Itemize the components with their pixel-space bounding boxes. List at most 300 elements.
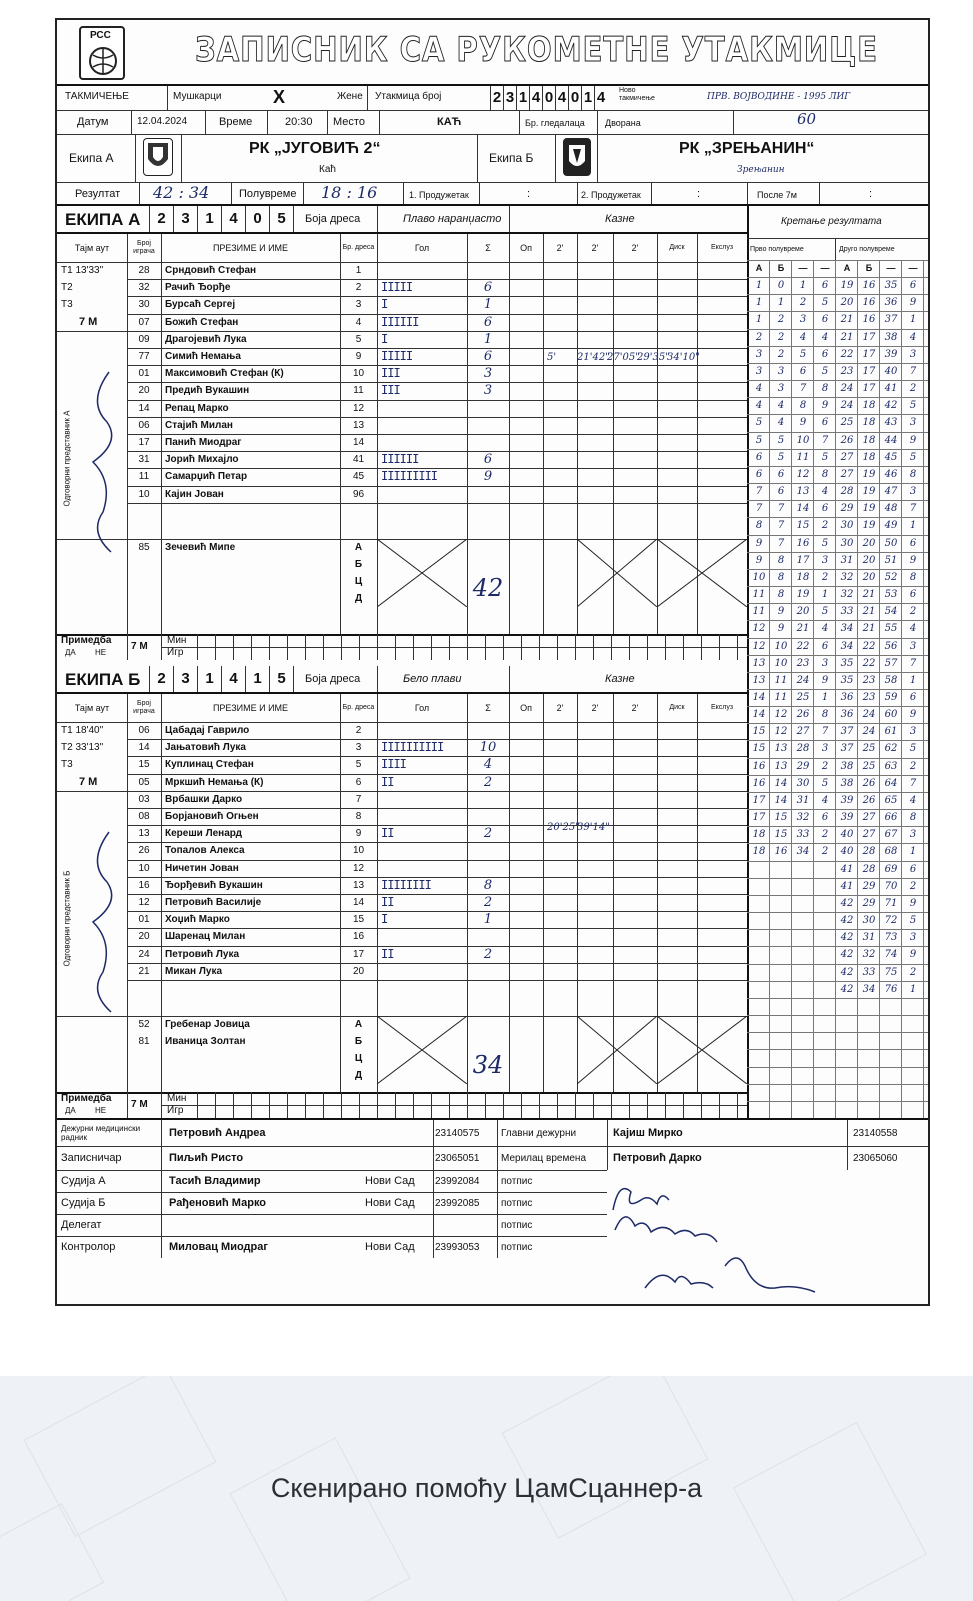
shield-icon: [144, 139, 172, 175]
progress-cell: 5: [755, 434, 763, 446]
team-b-section: [57, 666, 747, 1118]
minutes-label: Мин: [167, 1093, 187, 1104]
progress-head: Б: [865, 263, 873, 273]
timeout-entry: T1 18'40": [61, 725, 104, 736]
player-number: 24: [138, 948, 150, 960]
progress-cell: 35: [884, 280, 898, 292]
progress-cell: 18: [752, 829, 766, 841]
crossed-out-box: [657, 539, 747, 607]
ot1-value: :: [527, 188, 531, 200]
sevenm-label: 7 M: [131, 641, 148, 652]
player-row: [57, 877, 747, 894]
progress-cell: 11: [774, 674, 788, 686]
progress-cell: 3: [777, 365, 785, 377]
official-role-2: Главни дежурни: [501, 1127, 577, 1139]
progress-cell: 8: [821, 468, 829, 480]
goal-tally: I: [381, 331, 388, 346]
progress-cell: 29: [796, 760, 810, 772]
progress-cell: 40: [840, 829, 854, 841]
progress-cell: 1: [909, 520, 917, 532]
team-code-digit: 2: [149, 206, 173, 232]
progress-cell: 53: [884, 589, 898, 601]
player-name: Мркшић Немања (К): [165, 776, 264, 788]
progress-cell: 39: [884, 348, 898, 360]
progress-cell: 3: [909, 932, 917, 944]
progress-cell: 16: [862, 297, 876, 309]
progress-cell: 19: [862, 503, 876, 515]
player-row: [57, 365, 747, 382]
responsible-rep-signature: [79, 822, 125, 1022]
team-b-logo: [563, 138, 591, 176]
official-role: Записничар: [61, 1152, 122, 1164]
team-label: ЕКИПА Б: [65, 670, 141, 689]
goal-sum: 6: [483, 314, 493, 330]
goal-sum: 2: [483, 895, 493, 910]
scanner-caption: Скенирано помоћу ЦамСцаннер-а: [270, 1473, 703, 1503]
progress-cell: 7: [777, 520, 785, 532]
halftime-value: 18 : 16: [321, 183, 378, 202]
suspension-3-header: 2': [631, 243, 639, 253]
name-header: ПРЕЗИМЕ И ИМЕ: [212, 243, 289, 253]
penalty-time: 20'25": [547, 822, 580, 833]
progress-cell: 37: [840, 743, 854, 755]
progress-cell: 42: [840, 897, 854, 909]
progress-cell: 51: [884, 554, 898, 566]
jersey-number: 5: [355, 333, 362, 345]
match-number-digit: 2: [490, 86, 503, 110]
disqualification-header: Диск: [669, 244, 685, 251]
progress-cell: 13: [752, 674, 766, 686]
progress-cell: 68: [884, 846, 898, 858]
official-person-2: Петровић Дарко: [613, 1152, 702, 1164]
progress-cell: 26: [796, 709, 810, 721]
official-letter: Д: [354, 1070, 363, 1081]
match-report-form: [55, 18, 930, 1306]
time-value: 20:30: [285, 116, 313, 128]
progress-cell: 16: [774, 846, 788, 858]
sum-header: Σ: [485, 243, 491, 253]
progress-cell: 3: [799, 314, 807, 326]
jersey-number: 13: [352, 879, 365, 891]
number-header: Број играча: [133, 700, 155, 715]
progress-cell: 4: [821, 623, 829, 635]
competition-value: Мушкарци: [173, 91, 222, 102]
progress-cell: 8: [821, 709, 829, 721]
progress-cell: 1: [909, 846, 917, 858]
progress-cell: 3: [755, 348, 763, 360]
progress-cell: 33: [796, 829, 810, 841]
player-row: [57, 860, 747, 877]
player-number: 31: [138, 454, 150, 466]
progress-cell: 4: [821, 331, 829, 343]
penalty-time: 27'05": [607, 352, 640, 363]
progress-cell: 42: [840, 966, 854, 978]
suspension-2-header: 2': [591, 703, 599, 713]
progress-cell: 42: [840, 983, 854, 995]
jersey-number: 3: [355, 299, 362, 311]
goal-tally: II: [381, 826, 394, 841]
progress-cell: 1: [909, 983, 917, 995]
progress-cell: 38: [840, 760, 854, 772]
goal-sum: 6: [483, 349, 493, 364]
progress-cell: 25: [862, 743, 876, 755]
progress-cell: 29: [840, 503, 854, 515]
progress-cell: 13: [752, 657, 766, 669]
team-total: 34: [472, 1051, 504, 1079]
progress-cell: 10: [774, 640, 788, 652]
goal-sum: 9: [483, 469, 493, 485]
player-row: [57, 946, 747, 963]
match-number-digit: 4: [529, 86, 542, 110]
progress-cell: 13: [774, 760, 788, 772]
team-code-digit: 5: [269, 206, 293, 232]
progress-cell: 42: [840, 915, 854, 927]
progress-cell: 48: [884, 503, 898, 515]
player-row: [57, 756, 747, 773]
official-role: Делегат: [61, 1219, 102, 1231]
official-id: 23065051: [435, 1152, 480, 1164]
player-number: 77: [138, 351, 150, 362]
progress-cell: 32: [840, 571, 854, 583]
progress-cell: 2: [821, 520, 829, 532]
official-person: Тасић Владимир: [169, 1175, 261, 1187]
official-name: Зечевић Мипе: [165, 541, 236, 553]
player-row: [57, 911, 747, 928]
match-number-digit: 1: [581, 86, 594, 110]
progress-cell: 4: [909, 331, 917, 343]
player-name: Врбашки Дарко: [165, 793, 243, 805]
official-person: Петровић Андреа: [169, 1127, 266, 1139]
progress-cell: 12: [752, 623, 766, 635]
player-name: Кајин Јован: [165, 488, 224, 500]
player-name: Куплинац Стефан: [165, 759, 254, 771]
team-a-section: [57, 206, 747, 660]
goal-tally: IIIIIIIIII: [381, 740, 444, 755]
progress-cell: 34: [840, 623, 854, 635]
official-city: Нови Сад: [365, 1241, 415, 1253]
progress-cell: 3: [909, 348, 917, 360]
progress-cell: 30: [796, 777, 810, 789]
official-letter: Ц: [354, 1053, 363, 1064]
jersey-number: 10: [352, 368, 365, 380]
goal-sum: 1: [483, 331, 493, 347]
halftime-label: Полувреме: [239, 188, 297, 200]
progress-cell: 45: [884, 451, 898, 463]
player-number: 08: [138, 811, 150, 822]
team-code-digit: 4: [221, 666, 245, 692]
second-half-label: Друго полувреме: [839, 246, 895, 253]
progress-cell: 12: [774, 726, 788, 738]
progress-cell: 39: [840, 794, 854, 806]
progress-head: Б: [777, 263, 785, 273]
progress-cell: 12: [774, 709, 788, 721]
progress-cell: 9: [755, 537, 763, 549]
progress-cell: 2: [821, 571, 829, 583]
progress-cell: 8: [909, 571, 917, 583]
progress-cell: 9: [909, 554, 917, 566]
progress-cell: 7: [777, 503, 785, 515]
suspension-1-header: 2': [556, 703, 564, 713]
jersey-label: Боја дреса: [305, 213, 361, 225]
official-id: 23992085: [435, 1197, 480, 1209]
goal-tally: II: [381, 774, 394, 789]
match-number-digit: 0: [568, 86, 581, 110]
progress-cell: 40: [840, 846, 854, 858]
progress-cell: 73: [884, 932, 898, 944]
progress-cell: 9: [909, 949, 917, 961]
jersey-number: 7: [355, 793, 362, 805]
goal-tally: II: [381, 946, 394, 961]
official-id-2: 23140558: [853, 1127, 898, 1139]
player-number: 20: [138, 931, 150, 943]
progress-cell: 15: [774, 829, 788, 841]
progress-cell: 8: [909, 812, 917, 824]
progress-cell: 9: [777, 623, 785, 635]
jersey-number: 6: [355, 776, 362, 788]
jersey-number: 41: [352, 454, 365, 466]
crossed-out-box: [377, 539, 467, 607]
team-code-digit: 3: [173, 666, 197, 692]
progress-cell: 5: [909, 743, 917, 755]
match-number-digit: 4: [555, 86, 568, 110]
progress-cell: 54: [884, 606, 898, 618]
note-yes: ДА: [65, 648, 76, 657]
progress-cell: 28: [862, 863, 876, 875]
progress-cell: 32: [862, 949, 876, 961]
progress-cell: 4: [777, 400, 785, 412]
player-row: [57, 842, 747, 859]
jersey-value: Бело плави: [403, 673, 462, 685]
progress-cell: 2: [755, 331, 763, 343]
progress-cell: 19: [862, 468, 876, 480]
progress-cell: 33: [840, 606, 854, 618]
progress-cell: 8: [821, 383, 829, 395]
official-role-2: потпис: [501, 1197, 533, 1209]
progress-cell: 3: [821, 743, 829, 755]
penalty-time: 21'42": [577, 352, 610, 363]
player-name: Цабадај Гаврило: [165, 725, 250, 736]
player-number: 07: [138, 316, 150, 328]
team-a-label: Екипа А: [69, 151, 114, 165]
player-name: Рачић Ђорђе: [165, 282, 231, 294]
progress-cell: 2: [777, 331, 785, 343]
progress-cell: 18: [862, 434, 876, 446]
progress-cell: 27: [862, 829, 876, 841]
suspension-1-header: 2': [556, 243, 564, 253]
player-number: 17: [138, 437, 150, 448]
official-role: Контролор: [61, 1241, 116, 1253]
crossed-out-box: [377, 1016, 467, 1084]
result-label: Резултат: [75, 188, 121, 200]
sevenm-label: 7 M: [131, 1099, 148, 1110]
progress-cell: 9: [755, 554, 763, 566]
goal-sum: 1: [483, 297, 493, 313]
progress-cell: 47: [884, 486, 898, 498]
team-b-name: РК „ЗРЕЊАНИН“: [679, 140, 815, 157]
progress-cell: 2: [821, 846, 829, 858]
progress-cell: 8: [777, 554, 785, 566]
progress-cell: 13: [774, 743, 788, 755]
progress-cell: 5: [821, 606, 829, 618]
jersey-number: 14: [352, 897, 365, 908]
team-b-city: Зрењанин: [737, 165, 785, 175]
jersey-number: 9: [355, 828, 362, 840]
team-code-digit: 4: [221, 206, 245, 232]
progress-cell: 58: [884, 674, 898, 686]
progress-cell: 31: [796, 794, 810, 806]
progress-cell: 3: [909, 486, 917, 498]
women-label: Жене: [337, 91, 363, 102]
progress-cell: 21: [840, 331, 854, 343]
progress-cell: 9: [821, 674, 829, 686]
official-number: 52: [138, 1019, 150, 1030]
player-row: [57, 314, 747, 331]
jersey-no-header: Бр. дреса: [342, 244, 375, 251]
shield-icon: [564, 139, 590, 175]
timeout-entry: T3: [61, 759, 73, 771]
player-row: [57, 262, 747, 279]
team-a-city: Каћ: [319, 164, 336, 175]
player-number: 16: [138, 879, 150, 891]
progress-cell: 2: [909, 760, 917, 772]
team-label: ЕКИПА А: [65, 210, 141, 229]
note-label: Примедба: [61, 635, 112, 646]
player-name: Ничетин Јован: [165, 862, 239, 874]
penalty-time: 34'10": [667, 352, 700, 363]
progress-cell: 44: [884, 434, 898, 446]
progress-cell: 25: [840, 417, 854, 429]
progress-cell: 60: [884, 709, 898, 721]
progress-cell: 34: [862, 983, 876, 995]
player-number: 01: [138, 368, 150, 380]
progress-cell: 14: [796, 503, 810, 515]
progress-cell: 3: [909, 726, 917, 738]
progress-cell: 6: [821, 640, 829, 652]
goal-sum: 2: [483, 946, 493, 962]
official-letter: А: [354, 1019, 363, 1030]
note-no: НЕ: [95, 1106, 107, 1115]
jersey-label: Боја дреса: [305, 673, 361, 685]
official-city: Нови Сад: [365, 1175, 415, 1187]
progress-cell: 36: [840, 709, 854, 721]
after7m-value: :: [869, 188, 873, 200]
jersey-number: 17: [352, 948, 365, 960]
player-row: [57, 928, 747, 945]
player-name: Петровић Лука: [165, 948, 240, 960]
player-row: [57, 894, 747, 911]
official-person: Рађеновић Марко: [169, 1197, 267, 1209]
goal-tally: IIIIIIII: [381, 877, 431, 892]
player-name: Петровић Василије: [165, 897, 262, 908]
progress-cell: 33: [862, 966, 876, 978]
team-code-digit: 0: [245, 206, 269, 232]
progress-cell: 4: [755, 400, 763, 412]
warning-header: Оп: [520, 243, 532, 253]
player-row: [57, 739, 747, 756]
official-role: Судија Б: [61, 1197, 106, 1209]
progress-cell: 20: [840, 297, 854, 309]
official-person: Миловац Миодраг: [169, 1241, 268, 1253]
progress-cell: 8: [755, 520, 763, 532]
player-number: 15: [138, 759, 150, 771]
progress-cell: 21: [862, 623, 876, 635]
goal-sum: 4: [483, 757, 493, 773]
progress-cell: 1: [755, 314, 763, 326]
progress-cell: 1: [755, 297, 763, 309]
referee-signatures: [605, 1170, 825, 1300]
round-label: Ново такмичење: [619, 87, 655, 102]
progress-cell: 62: [884, 743, 898, 755]
progress-cell: 18: [862, 417, 876, 429]
ball-icon: [88, 46, 118, 76]
progress-cell: 11: [774, 692, 788, 703]
goal-tally: IIIIII: [381, 314, 419, 329]
official-name: Иваница Золтан: [165, 1036, 246, 1047]
team-code-digit: 1: [197, 206, 221, 232]
progress-cell: 20: [862, 537, 876, 549]
progress-cell: 9: [909, 709, 917, 721]
progress-cell: 2: [909, 383, 917, 395]
player-row: [57, 808, 747, 825]
progress-cell: 27: [840, 451, 854, 463]
team-code-digit: 2: [149, 666, 173, 692]
progress-cell: 28: [862, 846, 876, 858]
progress-cell: 1: [755, 280, 763, 292]
progress-cell: 6: [821, 417, 829, 429]
progress-cell: 5: [909, 400, 917, 412]
official-number: 85: [138, 541, 150, 553]
progress-cell: 7: [799, 383, 807, 395]
official-role-2: Мерилац времена: [501, 1152, 587, 1164]
progress-cell: 7: [909, 365, 917, 377]
progress-cell: 3: [821, 554, 829, 566]
progress-cell: 6: [755, 451, 763, 463]
progress-cell: 6: [909, 863, 917, 875]
progress-cell: 26: [862, 794, 876, 806]
goal-sum: 3: [483, 366, 493, 382]
progress-cell: 14: [752, 692, 766, 703]
suspension-3-header: 2': [631, 703, 639, 713]
jersey-number: 1: [355, 265, 362, 276]
player-name: Панић Миодраг: [165, 437, 242, 448]
progress-cell: 52: [884, 571, 898, 583]
goals-header: Гол: [414, 703, 430, 713]
player-name: Јорић Михајло: [165, 454, 239, 466]
place-value: КАЋ: [437, 116, 462, 128]
goal-sum: 2: [483, 826, 493, 842]
progress-cell: 17: [862, 383, 876, 395]
progress-cell: 18: [862, 451, 876, 463]
goal-sum: 8: [483, 877, 493, 893]
progress-head: —: [886, 263, 896, 273]
player-row: [57, 468, 747, 485]
goal-tally: IIIIIIIII: [381, 469, 438, 484]
progress-cell: 12: [752, 640, 766, 652]
official-letter: Ц: [354, 575, 363, 587]
progress-cell: 26: [862, 777, 876, 789]
player-name: Божић Стефан: [165, 316, 239, 328]
jersey-number: 12: [352, 402, 365, 414]
progress-cell: 22: [796, 640, 810, 652]
progress-cell: 65: [884, 794, 898, 806]
player-name: Ђорђевић Вукашин: [165, 879, 263, 891]
progress-cell: 19: [840, 280, 854, 292]
goal-tally: IIIII: [381, 280, 413, 295]
jersey-number: 10: [352, 845, 365, 857]
progress-cell: 27: [840, 468, 854, 480]
team-a-logo: [143, 138, 173, 176]
number-header: Број играча: [133, 240, 155, 255]
